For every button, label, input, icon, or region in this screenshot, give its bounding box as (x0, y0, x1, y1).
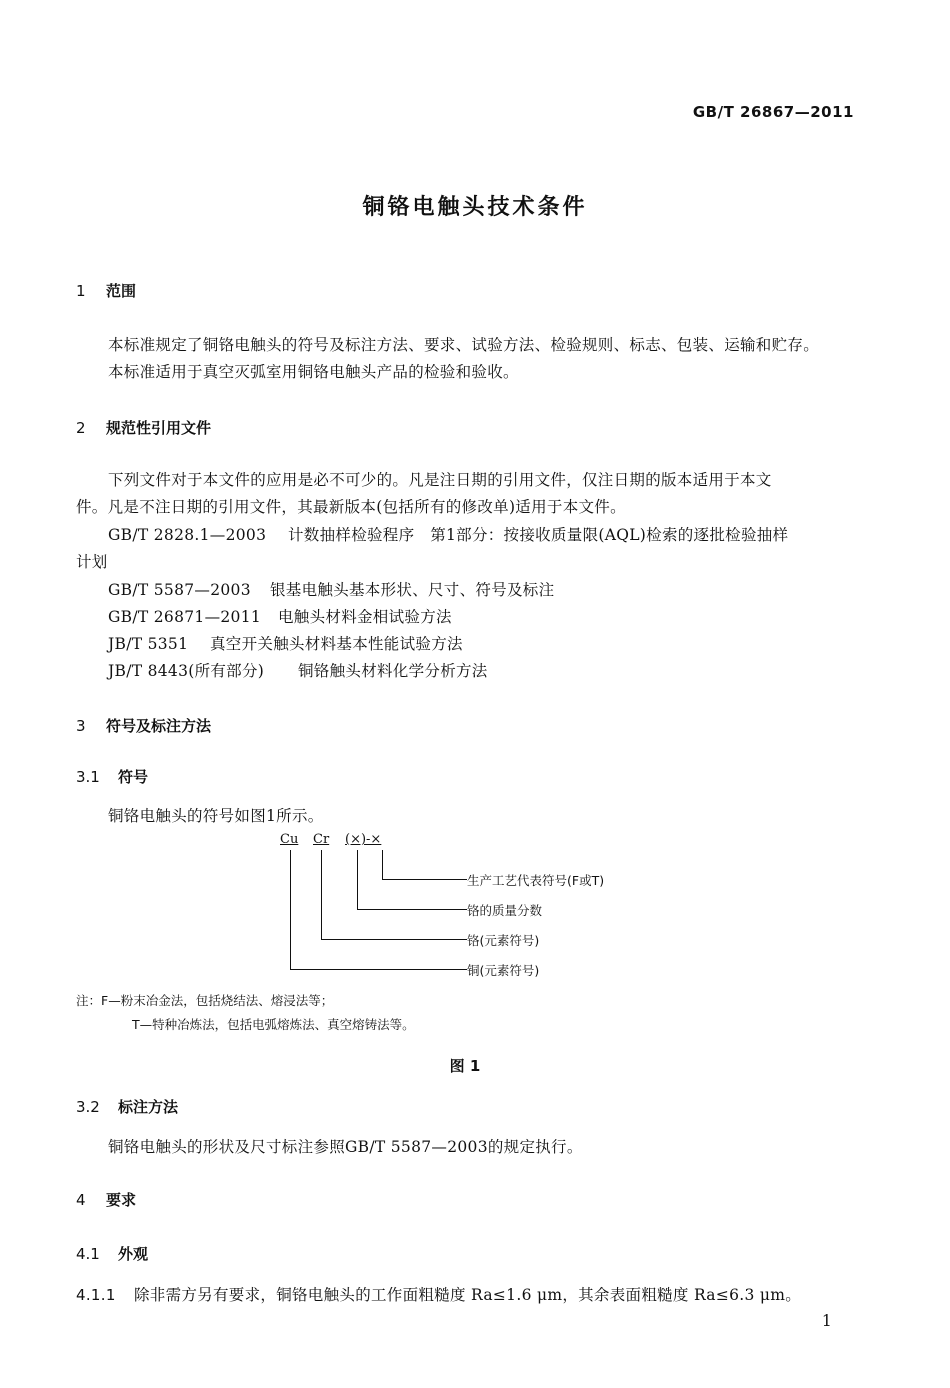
reference-code: GB/T 2828.1—2003 (108, 526, 267, 544)
figure-label-copper: 铜(元素符号) (467, 963, 540, 978)
reference-code: JB/T 5351 (108, 635, 189, 653)
section-2-number: 2 (76, 419, 86, 437)
reference-title-continued: 计划 (76, 553, 108, 571)
figure-note-1: 注：F—粉末冶金法，包括烧结法、熔浸法等； (76, 993, 334, 1008)
symbol-fraction-process: (×)-× (345, 832, 382, 847)
section-4-1-title: 外观 (118, 1245, 149, 1263)
reference-item (108, 659, 488, 681)
section-1-number: 1 (76, 282, 86, 300)
reference-title: 银基电触头基本形状、尺寸、符号及标注 (270, 581, 555, 599)
leader-line-vertical (382, 850, 383, 879)
section-4-1-number: 4.1 (76, 1245, 100, 1263)
page-number: 1 (821, 1312, 832, 1330)
leader-line-horizontal (290, 969, 467, 970)
section-3-number: 3 (76, 717, 86, 735)
figure-label-chromium-fraction: 铬的质量分数 (467, 903, 543, 918)
section-2-intro-line-1: 下列文件对于本文件的应用是必不可少的。凡是注日期的引用文件，仅注日期的版本适用于本文 (108, 471, 772, 489)
figure-note-2: T—特种冶炼法，包括电弧熔炼法、真空熔铸法等。 (132, 1017, 415, 1032)
clause-number: 4.1.1 (76, 1286, 116, 1304)
page-title: 铜铬电触头技术条件 (362, 195, 588, 220)
reference-code: JB/T 8443(所有部分) (108, 662, 265, 680)
reference-code: GB/T 26871—2011 (108, 608, 262, 626)
section-3-1-number: 3.1 (76, 768, 100, 786)
reference-code: GB/T 5587—2003 (108, 581, 251, 599)
section-4-title: 要求 (106, 1191, 137, 1209)
section-3-title: 符号及标注方法 (106, 717, 212, 735)
reference-item (108, 632, 463, 654)
clause-text: 除非需方另有要求，铜铬电触头的工作面粗糙度 Ra≤1.6 μm，其余表面粗糙度 Ra≤6.3 μm。 (134, 1286, 802, 1304)
figure-caption: 图 1 (449, 1057, 481, 1075)
reference-title: 铜铬触头材料化学分析方法 (298, 662, 488, 680)
symbol-cr: Cr (313, 832, 330, 847)
reference-title: 计数抽样检验程序 第1部分：按接收质量限(AQL)检索的逐批检验抽样 (288, 526, 789, 544)
section-1-paragraph-1: 本标准规定了铜铬电触头的符号及标注方法、要求、试验方法、检验规则、标志、包装、运输和贮存。 (108, 336, 820, 354)
section-2-intro-line-2: 件。凡是不注日期的引用文件，其最新版本(包括所有的修改单)适用于本文件。 (76, 498, 626, 516)
leader-line-vertical (321, 850, 322, 939)
reference-item (108, 605, 452, 627)
section-3-1-heading (76, 766, 148, 787)
leader-line-horizontal (321, 939, 467, 940)
leader-line-vertical (290, 850, 291, 969)
symbol-cu: Cu (280, 832, 299, 847)
section-4-number: 4 (76, 1191, 86, 1209)
section-1-paragraph-2: 本标准适用于真空灭弧室用铜铬电触头产品的检验和验收。 (108, 363, 519, 381)
section-3-1-title: 符号 (118, 768, 149, 786)
standard-number: GB/T 26867—2011 (692, 103, 854, 121)
section-3-2-title: 标注方法 (118, 1098, 179, 1116)
section-3-2-text: 铜铬电触头的形状及尺寸标注参照GB/T 5587—2003的规定执行。 (108, 1138, 583, 1156)
section-1-title: 范围 (106, 282, 137, 300)
section-3-1-text: 铜铬电触头的符号如图1所示。 (108, 807, 324, 825)
section-3-2-heading (76, 1096, 178, 1117)
section-1-heading (76, 280, 136, 301)
section-4-1-heading (76, 1243, 148, 1264)
section-2-title: 规范性引用文件 (106, 419, 212, 437)
figure-label-process: 生产工艺代表符号(F或T) (467, 873, 605, 888)
reference-title: 电触头材料金相试验方法 (278, 608, 452, 626)
leader-line-horizontal (357, 909, 467, 910)
reference-title: 真空开关触头材料基本性能试验方法 (210, 635, 463, 653)
section-3-heading (76, 715, 211, 736)
leader-line-vertical (357, 850, 358, 909)
reference-item (108, 523, 788, 545)
figure-label-chromium: 铬(元素符号) (467, 933, 540, 948)
clause-4-1-1 (76, 1283, 801, 1305)
leader-line-horizontal (382, 879, 467, 880)
reference-item (108, 578, 554, 600)
section-2-heading (76, 417, 211, 438)
section-3-2-number: 3.2 (76, 1098, 100, 1116)
section-4-heading (76, 1189, 136, 1210)
